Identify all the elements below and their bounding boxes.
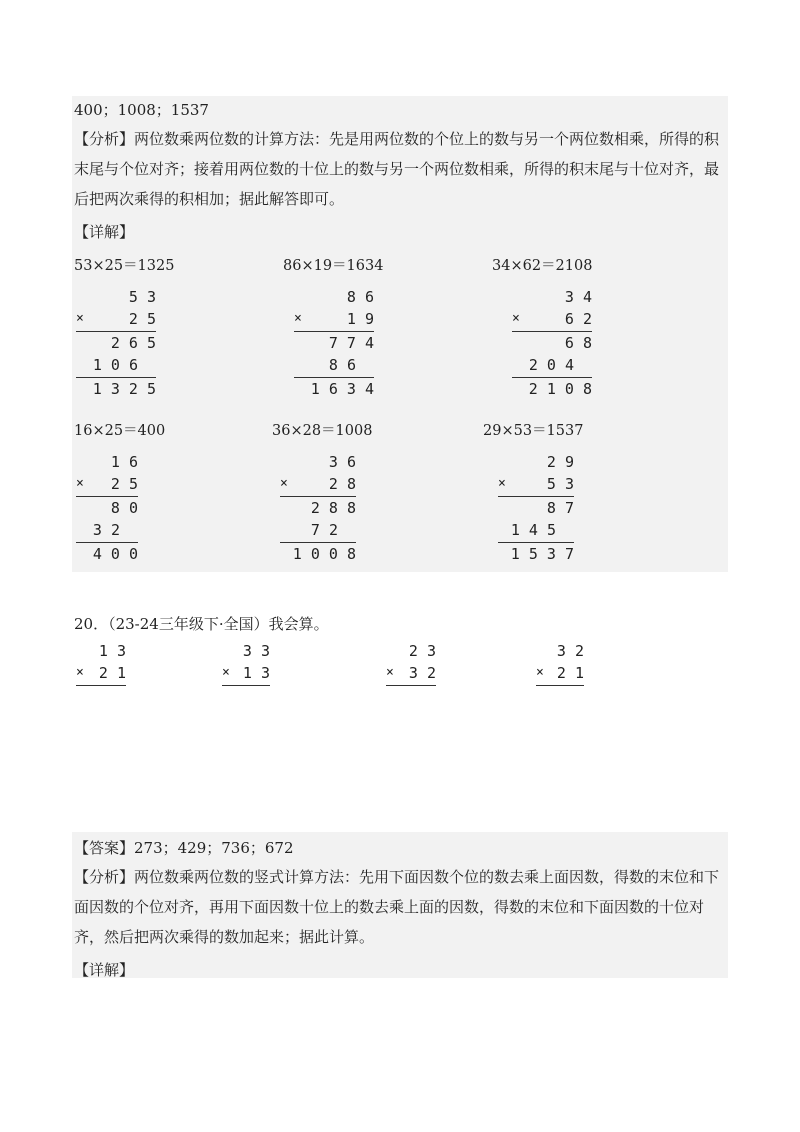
multiplicand: 3 3 [242,642,270,660]
partial-product-2: 1 4 5 [510,521,556,539]
partial-product-1: 2 6 5 [110,334,156,352]
multiplicand: 3 6 [328,453,356,471]
answer-line: 【答案】273；429；736；672 [74,839,294,857]
product: 1 0 0 8 [292,545,356,563]
exercise-problem [536,640,584,690]
exercise-problem [222,640,270,690]
partial-product-1: 8 0 [110,499,138,517]
multiplier: 2 1 [556,664,584,682]
detail-label: 【详解】 [74,223,135,241]
times-sign: × [498,476,506,491]
partial-product-2: 7 2 [310,521,338,539]
rule-line [386,685,436,686]
partial-product-1: 6 8 [564,334,592,352]
multiplicand: 2 3 [408,642,436,660]
exercise-problem [76,640,126,690]
multiplicand: 1 3 [98,642,126,660]
rule-line [536,685,584,686]
partial-product-1: 8 7 [546,499,574,517]
product: 1 3 2 5 [92,380,156,398]
multiplier: 5 3 [546,475,574,493]
product: 2 1 0 8 [528,380,592,398]
product: 1 5 3 7 [510,545,574,563]
partial-product-1: 2 8 8 [310,499,356,517]
detail-label: 【详解】 [74,961,135,979]
vertical-multiplication [76,286,156,406]
multiplicand: 3 2 [556,642,584,660]
partial-product-1: 7 7 4 [328,334,374,352]
times-sign: × [76,476,84,491]
times-sign: × [536,665,544,680]
multiplier: 2 5 [110,475,138,493]
multiplicand: 8 6 [346,288,374,306]
equation-4: 16×25＝400 [74,423,166,439]
vertical-multiplication [280,451,356,571]
rule-line [222,685,270,686]
vertical-multiplication [498,451,574,571]
equation-2: 86×19＝1634 [283,258,384,274]
product: 1 6 3 4 [310,380,374,398]
question-title: 20．（23-24三年级下·全国）我会算。 [74,615,329,633]
partial-product-2: 1 0 6 [92,356,138,374]
multiplier: 2 5 [128,310,156,328]
partial-product-2: 2 0 4 [528,356,574,374]
partial-product-2: 8 6 [328,356,356,374]
equation-3: 34×62＝2108 [492,258,593,274]
multiplicand: 5 3 [128,288,156,306]
multiplier: 1 9 [346,310,374,328]
times-sign: × [76,665,84,680]
times-sign: × [386,665,394,680]
equation-5: 36×28＝1008 [272,423,373,439]
times-sign: × [280,476,288,491]
multiplicand: 2 9 [546,453,574,471]
multiplicand: 1 6 [110,453,138,471]
vertical-multiplication [76,451,138,571]
equation-6: 29×53＝1537 [483,423,584,439]
times-sign: × [294,311,302,326]
times-sign: × [512,311,520,326]
exercise-problem [386,640,436,690]
multiplier: 2 1 [98,664,126,682]
times-sign: × [222,665,230,680]
analysis-text: 【分析】两位数乘两位数的竖式计算方法：先用下面因数个位的数去乘上面因数，得数的末位和下面因数的个位对齐，再用下面因数十位上的数去乘上面的因数，得数的末位和下面因数的十位对齐，然后把两次乘得的数加起来；据此计算。 [74,868,720,946]
multiplier: 3 2 [408,664,436,682]
equation-1: 53×25＝1325 [74,258,175,274]
rule-line [76,685,126,686]
vertical-multiplication [294,286,374,406]
answer-line: 400；1008；1537 [74,101,209,119]
partial-product-2: 3 2 [92,521,120,539]
multiplicand: 3 4 [564,288,592,306]
multiplier: 1 3 [242,664,270,682]
times-sign: × [76,311,84,326]
multiplier: 2 8 [328,475,356,493]
multiplier: 6 2 [564,310,592,328]
product: 4 0 0 [92,545,138,563]
vertical-multiplication [512,286,592,406]
analysis-text: 【分析】两位数乘两位数的计算方法：先是用两位数的个位上的数与另一个两位数相乘，所得的积末尾与个位对齐；接着用两位数的十位上的数与另一个两位数相乘，所得的积末尾与十位对齐，最后把两次乘得的积相加；据此解答即可。 [74,130,720,208]
